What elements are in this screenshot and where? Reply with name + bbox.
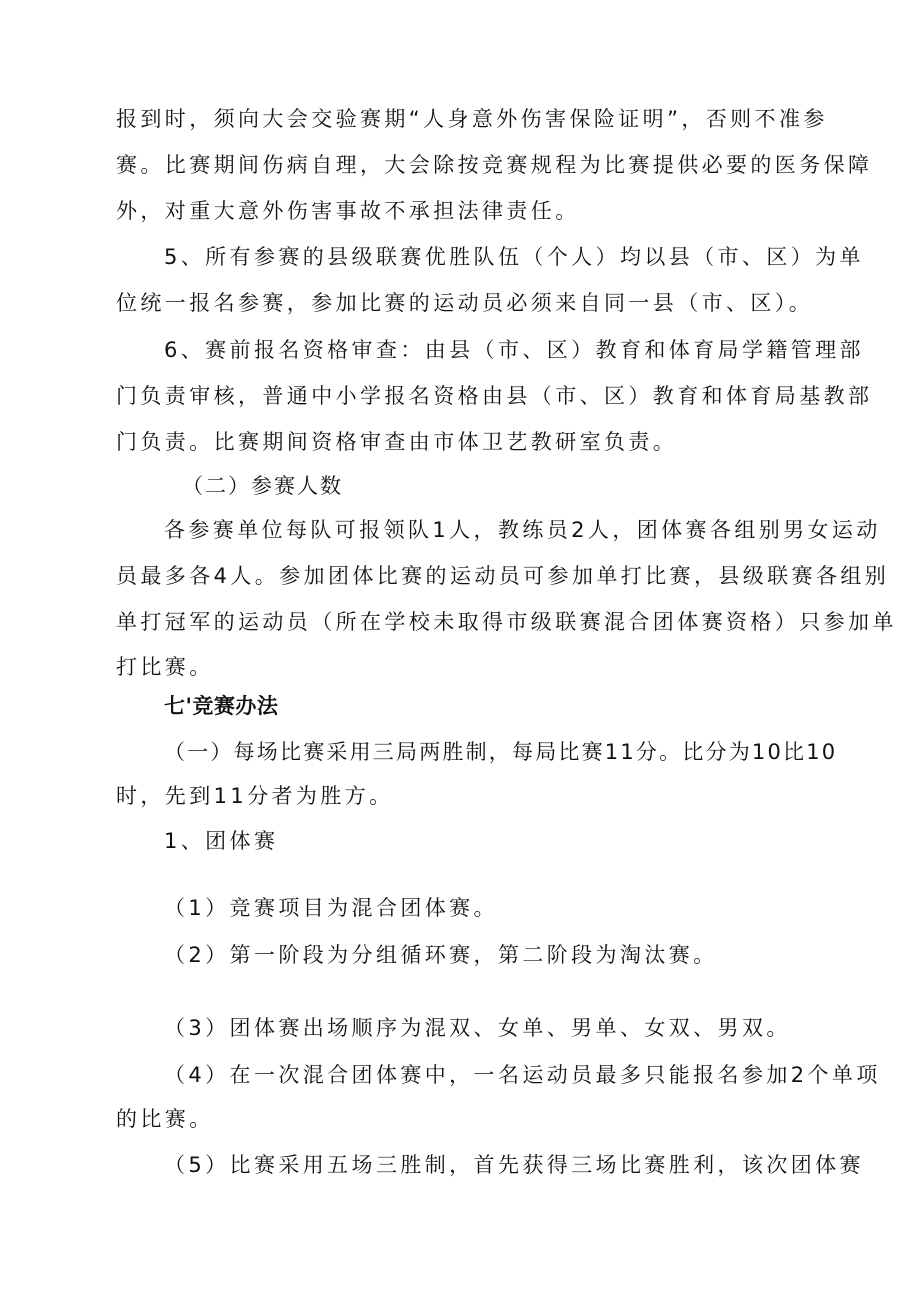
text-line: （4）在一次混合团体赛中，一名运动员最多只能报名参加2个单项 — [164, 1063, 881, 1087]
text-line: 员最多各4人。参加团体比赛的运动员可参加单打比赛，县级联赛各组别 — [116, 564, 890, 588]
text-line: 5、所有参赛的县级联赛优胜队伍（个人）均以县（市、区）为单 — [164, 245, 864, 269]
text-line: 各参赛单位每队可报领队1人，教练员2人，团体赛各组别男女运动 — [164, 518, 881, 542]
text-line: （5）比赛采用五场三胜制，首先获得三场比赛胜利，该次团体赛 — [164, 1153, 864, 1177]
text-line: 报到时，须向大会交验赛期“人身意外伤害保险证明”，否则不准参 — [116, 107, 828, 131]
text-line: 位统一报名参赛，参加比赛的运动员必须来自同一县（市、区）。 — [116, 291, 814, 315]
text-line: 外，对重大意外伤害事故不承担法律责任。 — [116, 199, 580, 223]
text-line: 的比赛。 — [116, 1107, 214, 1131]
text-line: （3）团体赛出场顺序为混双、女单、男单、女双、男双。 — [164, 1016, 791, 1040]
text-line: 单打冠军的运动员（所在学校未取得市级联赛混合团体赛资格）只参加单 — [116, 610, 897, 634]
text-line: （1）竞赛项目为混合团体赛。 — [164, 896, 498, 920]
text-line: 打比赛。 — [116, 655, 214, 679]
text-line: 门负责。比赛期间资格审查由市体卫艺教研室负责。 — [116, 430, 678, 454]
text-line: 赛。比赛期间伤病自理，大会除按竞赛规程为比赛提供必要的医务保障 — [116, 153, 873, 177]
section-heading: 七'竞赛办法 — [164, 694, 279, 718]
text-line: （一）每场比赛采用三局两胜制，每局比赛11分。比分为10比10 — [164, 740, 838, 764]
text-line: 门负责审核，普通中小学报名资格由县（市、区）教育和体育局基教部 — [116, 384, 873, 408]
text-line: 6、赛前报名资格审查：由县（市、区）教育和体育局学籍管理部 — [164, 338, 864, 362]
text-line: 时，先到11分者为胜方。 — [116, 784, 394, 808]
text-line: （2）第一阶段为分组循环赛，第二阶段为淘汰赛。 — [164, 943, 718, 967]
text-line: 1、团体赛 — [164, 829, 279, 853]
subheading: （二）参赛人数 — [182, 474, 343, 498]
